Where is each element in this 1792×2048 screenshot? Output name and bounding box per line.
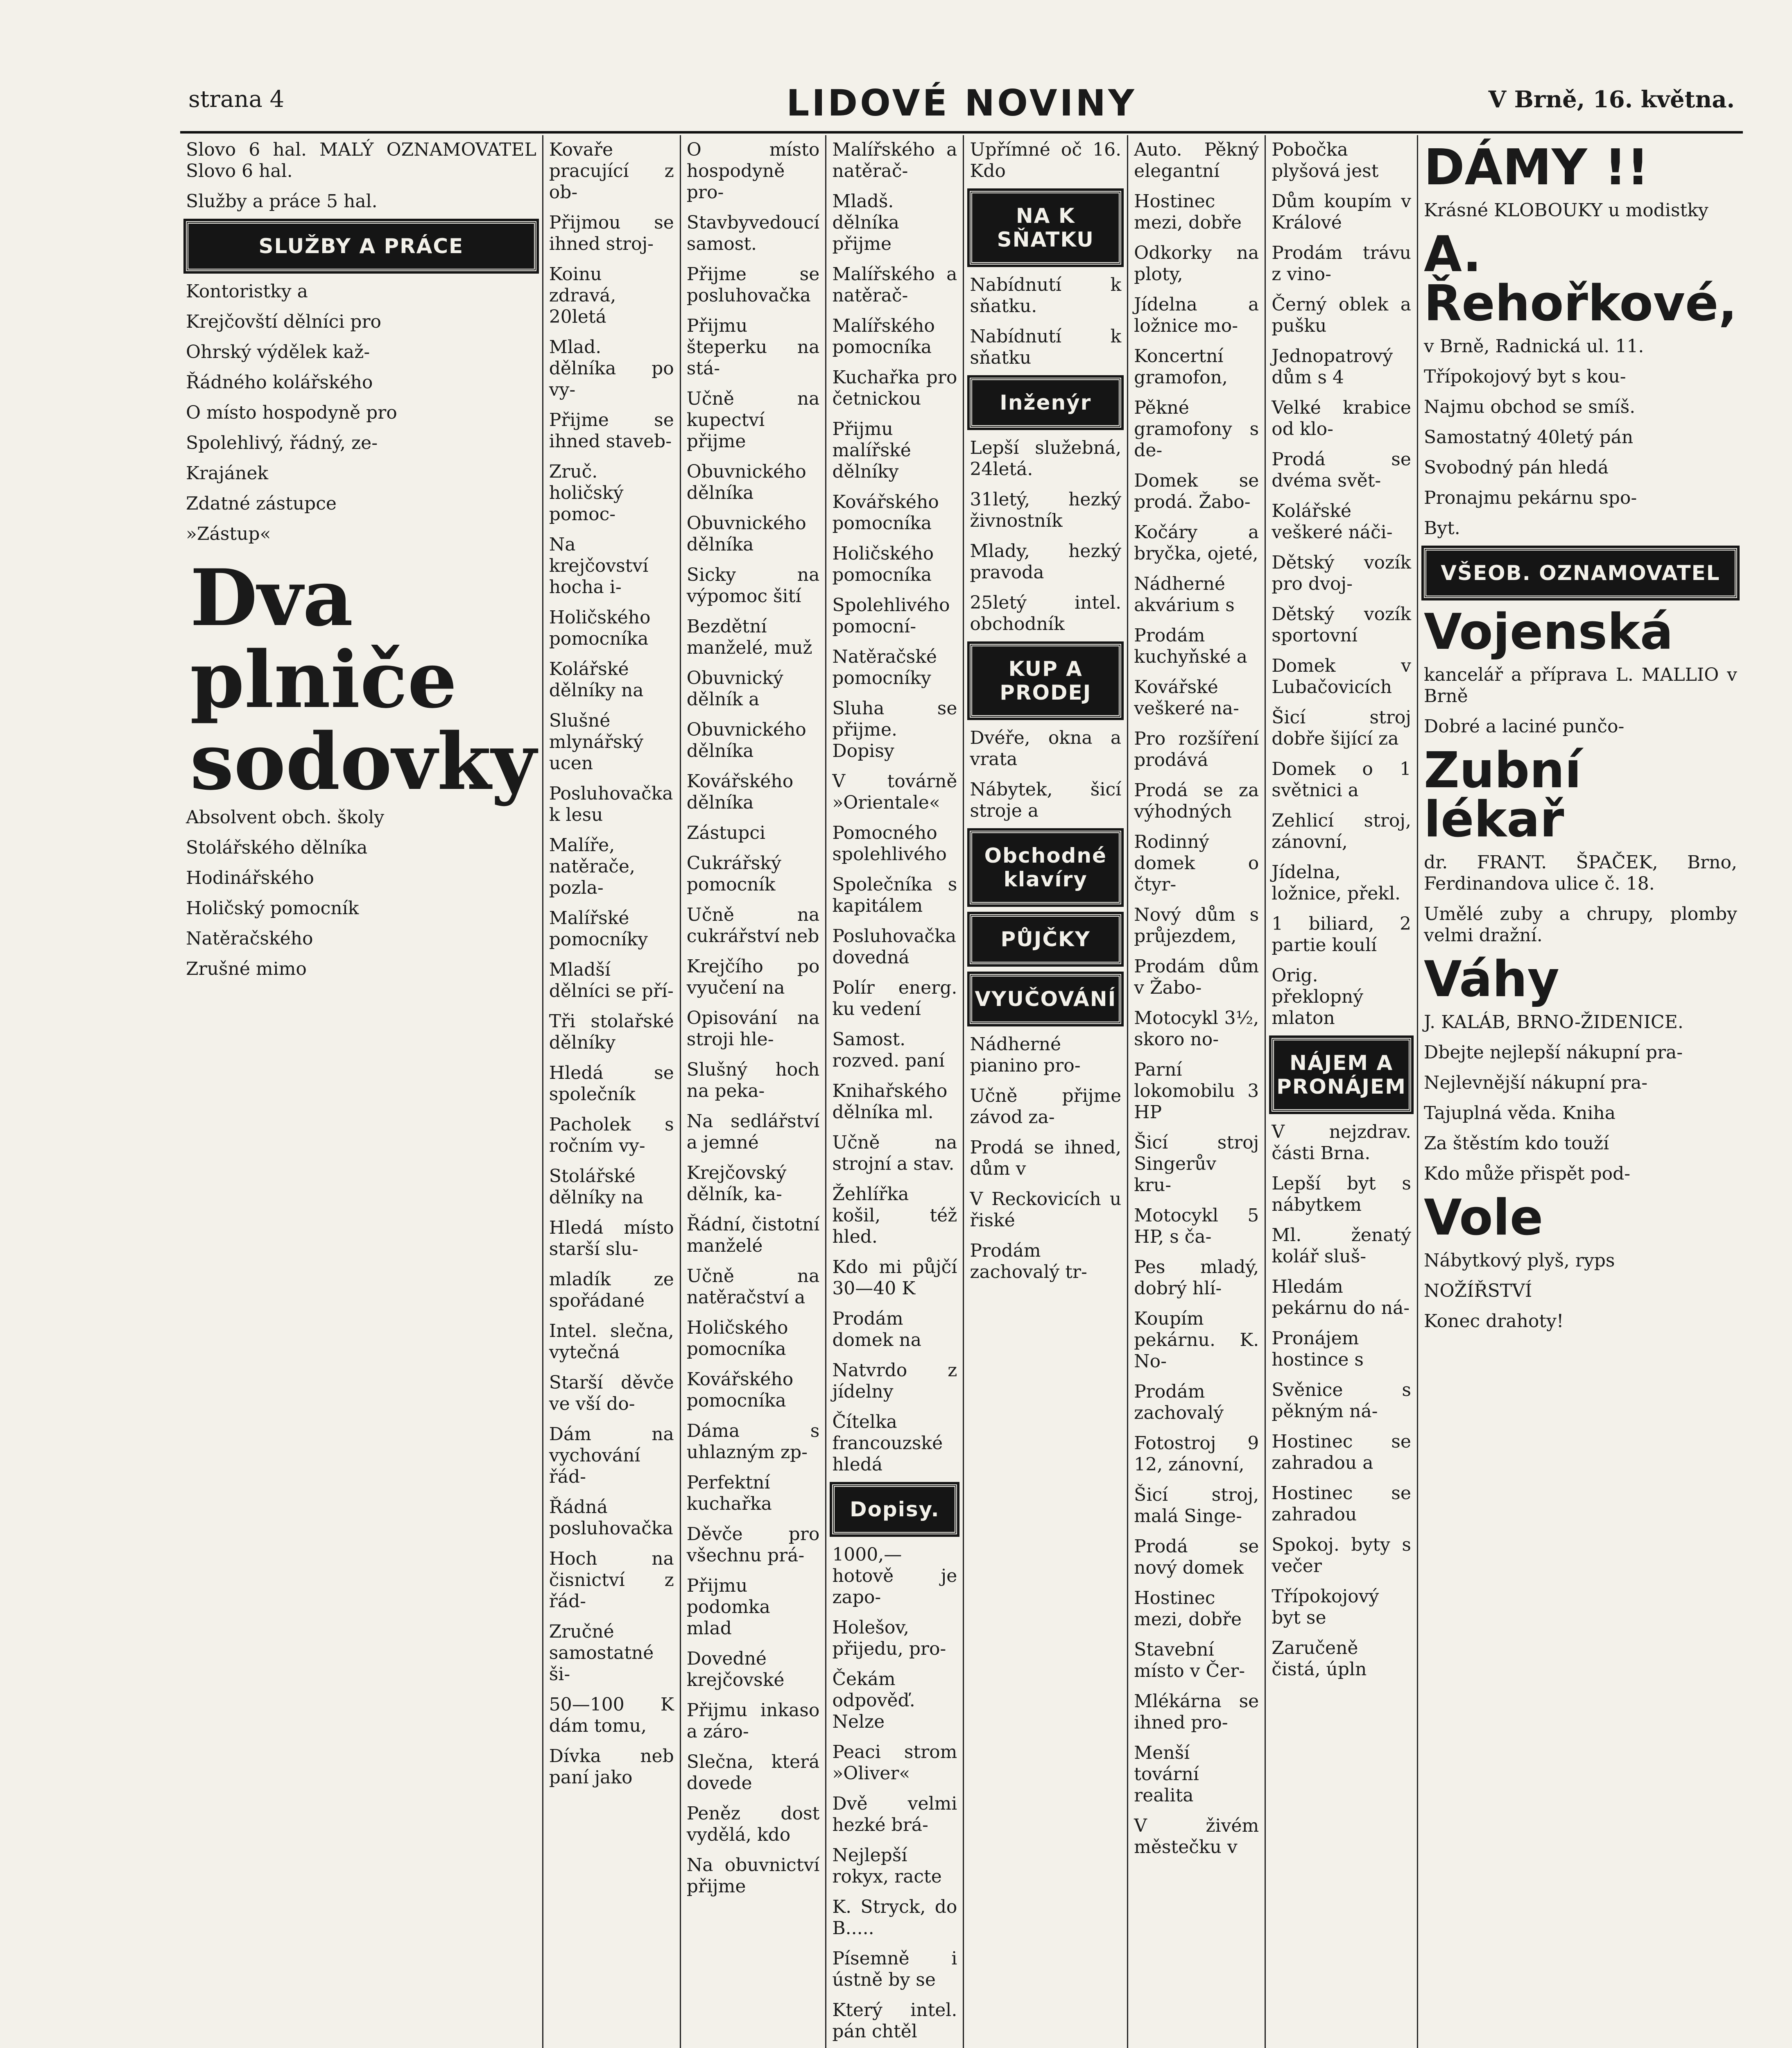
classified-ad: Hledá místo starší slu-: [549, 1217, 674, 1260]
display-heading: Váhy: [1423, 951, 1559, 1008]
classified-ad: Kočáry a bryčka, ojeté,: [1134, 522, 1259, 564]
classified-ad: Kovářského pomocníka: [832, 492, 939, 534]
classified-ad: Přijme se ihned staveb-: [549, 410, 674, 452]
classified-ad: Holičský pomocník: [186, 898, 359, 919]
classified-ad: Nádherné pianino pro-: [970, 1034, 1081, 1076]
classified-ad: Třípokojový byt se: [1272, 1586, 1379, 1628]
classified-ad: Odkorky na ploty,: [1134, 242, 1259, 285]
classified-ad: Mladš. dělníka přijme: [832, 191, 899, 254]
classified-ad: Zdatné zástupce: [186, 493, 337, 514]
classified-ad: Učně na kupectví přijme: [686, 388, 820, 452]
section-banner: Obchodné klavíry: [970, 831, 1121, 904]
classified-ad: Upřímné oč 16. Kdo: [970, 139, 1122, 181]
classified-ad: Dvéře, okna a vrata: [970, 727, 1122, 770]
classified-ad: Stolářského dělníka: [186, 837, 368, 858]
classified-ad: Na obuvnictví přijme: [686, 1855, 820, 1897]
classified-ad: Prodám domek na: [832, 1308, 921, 1350]
classified-ad: Mladší dělníci se pří-: [549, 959, 674, 1001]
classified-ad: Krásné KLOBOUKY u modistky: [1423, 200, 1708, 221]
classified-ad: Orig. překlopný mlaton: [1272, 965, 1364, 1029]
classified-ad: Krejčího po vyučení na: [686, 956, 820, 998]
classified-ad: Starší děvče ve vší do-: [549, 1372, 674, 1414]
classified-ad: Svěnice s pěkným ná-: [1272, 1380, 1411, 1422]
classified-ad: O místo hospodyně pro: [186, 402, 397, 423]
classified-ad: Tajuplná věda. Kniha: [1423, 1103, 1616, 1124]
classified-ad: Bezdětní manželé, muž: [686, 616, 812, 658]
section-banner: SLUŽBY A PRÁCE: [186, 221, 536, 271]
classified-ad: Hledá se společník: [549, 1063, 674, 1105]
classified-ad: Natěračské pomocníky: [832, 646, 937, 689]
classified-ad: Přijmu inkaso a záro-: [686, 1700, 820, 1742]
classified-ad: Čítelka francouzské hledá: [832, 1411, 943, 1475]
classified-ad: Obuvnický dělník a: [686, 668, 783, 710]
classified-ad: Najmu obchod se smíš.: [1423, 396, 1636, 417]
classified-ad: Žehlířka košil, též hled.: [832, 1184, 957, 1247]
classified-ad: Malířského pomocníka: [832, 315, 935, 358]
classified-ad: Hostinec mezi, dobře: [1134, 191, 1242, 233]
classified-ad: K. Stryck, do B.....: [832, 1896, 957, 1939]
classified-ad: Obuvnického dělníka: [686, 513, 806, 555]
classified-ad: V nejzdrav. části Brna.: [1272, 1121, 1411, 1164]
classified-ad: Zrušné mimo: [186, 958, 307, 979]
classified-ad: Jídelna, ložnice, překl.: [1272, 862, 1401, 904]
classified-ad: Hodinářského: [186, 868, 314, 888]
classified-ad: Krejčovští dělníci pro: [186, 311, 381, 332]
classified-ad: Koinu zdravá, 20letá: [549, 264, 616, 327]
column-5: [964, 135, 1128, 2048]
classified-ad: Jednopatrový dům s 4: [1272, 346, 1393, 388]
classified-ad: Prodá se za výhodných: [1134, 780, 1259, 822]
classified-ad: Intel. slečna, vytečná: [549, 1321, 674, 1363]
classified-ad: Nabídnutí k sňatku.: [970, 274, 1122, 317]
classified-ad: Fotostroj 9 12, zánovní,: [1134, 1433, 1259, 1475]
classified-ad: Ohrský výdělek kaž-: [186, 342, 370, 362]
classified-ad: Hostinec mezi, dobře: [1134, 1588, 1242, 1630]
classified-ad: Dvě velmi hezké brá-: [832, 1793, 957, 1835]
classified-ad: J. KALÁB, BRNO-ŽIDENICE.: [1423, 1012, 1683, 1033]
column-2: [543, 135, 681, 2048]
classified-ad: Prodá se dvéma svět-: [1272, 449, 1411, 491]
classified-ad: Natvrdo z jídelny: [832, 1360, 957, 1402]
classified-ad: Zaručeně čistá, úpln: [1272, 1638, 1367, 1680]
classified-ad: Malíře, natěrače, pozla-: [549, 835, 635, 898]
classified-ad: Prodá se ihned, dům v: [970, 1137, 1122, 1179]
classified-ad: Pes mladý, dobrý hlí-: [1134, 1257, 1259, 1299]
classified-ad: Peněz dost vydělá, kdo: [686, 1803, 820, 1845]
classified-ad: Obuvnického dělníka: [686, 719, 806, 761]
classified-ad: Byt.: [1423, 518, 1460, 539]
classified-ad: Spokoj. byty s večer: [1272, 1534, 1411, 1577]
classified-ad: Jídelna a ložnice mo-: [1134, 294, 1259, 336]
section-banner: PŮJČKY: [970, 914, 1121, 964]
classified-ad: Prodá se nový domek: [1134, 1536, 1259, 1578]
classified-ad: Konec drahoty!: [1423, 1311, 1564, 1332]
classified-ad: Šicí stroj Singerův kru-: [1134, 1132, 1259, 1196]
section-banner: NÁJEM A PRONÁJEM: [1272, 1038, 1411, 1112]
classified-ad: Hledám pekárnu do ná-: [1272, 1276, 1410, 1319]
classified-ad: Nový dům s průjezdem,: [1134, 904, 1259, 947]
classified-ad: Holičského pomocníka: [832, 543, 934, 585]
column-8: [1418, 135, 1743, 2048]
classified-ad: Ml. ženatý kolář sluš-: [1272, 1225, 1411, 1267]
classified-ad: Kdo může přispět pod-: [1423, 1163, 1631, 1184]
section-banner: KUP A PRODEJ: [970, 644, 1121, 718]
classified-ad: Lepší byt s nábytkem: [1272, 1173, 1411, 1215]
classified-ad: Koupím pekárnu. K. No-: [1134, 1308, 1259, 1372]
classified-ad: Pobočka plyšová jest: [1272, 139, 1379, 181]
classified-ad: 1 biliard, 2 partie koulí: [1272, 913, 1411, 956]
classified-ad: Sluha se přijme. Dopisy: [832, 698, 957, 761]
issue-date: V Brně, 16. května.: [1488, 86, 1735, 113]
classified-ad: Spolehlivý, řádný, ze-: [186, 433, 378, 453]
classified-ad: Nádherné akvárium s: [1134, 573, 1235, 616]
column-7: [1266, 135, 1418, 2048]
classified-ad: Krajánek: [186, 463, 269, 484]
classified-ad: Přijmu podomka mlad: [686, 1575, 770, 1639]
classified-ad: Kolářské dělníky na: [549, 659, 644, 701]
display-heading: Vojenská: [1423, 604, 1673, 661]
classified-ad: Rodinný domek o čtyr-: [1134, 831, 1259, 895]
classified-ad: Knihařského dělníka ml.: [832, 1081, 948, 1123]
classified-ad: V živém městečku v: [1134, 1815, 1259, 1858]
classified-ad: Společníka s kapitálem: [832, 874, 957, 916]
classified-ad: Černý oblek a pušku: [1272, 294, 1411, 336]
classified-ad: 1000,— hotově je zapo-: [832, 1544, 957, 1608]
classified-ad: Na sedlářství a jemné: [686, 1111, 820, 1153]
classified-ad: Zehlicí stroj, zánovní,: [1272, 810, 1411, 852]
classified-ad: Pronájem hostince s: [1272, 1328, 1364, 1370]
section-banner: VŠEOB. OZNAMOVATEL: [1424, 548, 1737, 598]
classified-ad: Natěračského: [186, 928, 313, 949]
classified-ad: Kovářské veškeré na-: [1134, 677, 1239, 719]
classified-ad: Přijmu šteperku na stá-: [686, 315, 820, 379]
classified-ad: Motocykl 5 HP, s ča-: [1134, 1205, 1259, 1247]
classified-ad: Hoch na čisnictví z řád-: [549, 1548, 674, 1612]
classified-ad: Slečna, která dovede: [686, 1751, 820, 1794]
classified-ad: Nabídnutí k sňatku: [970, 326, 1122, 368]
classified-ad: Dáma s uhlazným zp-: [686, 1420, 820, 1463]
classified-ad: kancelář a příprava L. MALLIO v Brně: [1423, 664, 1737, 707]
classified-ad: Prodám trávu z vino-: [1272, 242, 1411, 285]
classified-ad: Velké krabice od klo-: [1272, 397, 1411, 440]
classified-ad: O místo hospodyně pro-: [686, 139, 820, 203]
page-header: [180, 82, 1743, 134]
classified-ad: Učně přijme závod za-: [970, 1085, 1122, 1128]
display-ad: Dva plniče sodovky: [190, 552, 536, 807]
classified-ad: Dívka neb paní jako: [549, 1746, 674, 1788]
classified-ad: Motocykl 3½, skoro no-: [1134, 1008, 1259, 1050]
classified-ad: Kontoristky a: [186, 281, 308, 302]
classified-ad: Slovo 6 hal. MALÝ OZNAMOVATEL Slovo 6 hal.: [186, 139, 536, 181]
classified-ad: Domek v Lubačovicích: [1272, 655, 1411, 698]
classified-ad: Řádní, čistotní manželé: [686, 1214, 820, 1256]
classified-ad: Nábytek, šicí stroje a: [970, 779, 1122, 821]
classified-ad: Samost. rozved. paní: [832, 1029, 945, 1071]
classified-ad: Nábytkový plyš, ryps: [1423, 1250, 1615, 1271]
column-3: [681, 135, 827, 2048]
classified-ad: Malířského a natěrač-: [832, 139, 957, 181]
classified-ad: Mlékárna se ihned pro-: [1134, 1691, 1259, 1733]
classified-ad: Šicí stroj, malá Singe-: [1134, 1484, 1259, 1527]
classified-ad: Krejčovský dělník, ka-: [686, 1162, 787, 1205]
classified-ad: Kdo mi půjčí 30—40 K: [832, 1257, 957, 1299]
classified-ad: Zástupci: [686, 822, 766, 843]
classified-ad: Stavbyvedoucí samost.: [686, 212, 820, 254]
classified-ad: Prodám kuchyňské a: [1134, 625, 1247, 667]
classified-ad: Šicí stroj dobře šijící za: [1272, 707, 1411, 749]
classified-ad: Stavební místo v Čer-: [1134, 1639, 1245, 1681]
classified-ad: Slušné mlynářský ucen: [549, 710, 644, 774]
classified-ad: Dětský vozík sportovní: [1272, 604, 1411, 646]
classified-ad: Stolářské dělníky na: [549, 1166, 644, 1208]
classified-ad: Dům koupím v Králové: [1272, 191, 1411, 233]
classified-ad: Menší tovární realita: [1134, 1742, 1199, 1806]
classified-ad: Kovaře pracující z ob-: [549, 139, 674, 203]
classified-ad: Absolvent obch. školy: [186, 807, 385, 828]
classified-ad: Posluhovačka k lesu: [549, 783, 673, 825]
classified-ad: Pomocného spolehlivého: [832, 822, 947, 865]
classified-ad: Posluhovačka dovedná: [832, 926, 957, 968]
classified-ad: Dám na vychování řád-: [549, 1424, 674, 1487]
classified-ad: 25letý intel. obchodník: [970, 592, 1122, 634]
classified-ad: Kovářského pomocníka: [686, 1369, 794, 1411]
classified-ad: Písemně i ústně by se: [832, 1948, 957, 1990]
classified-ad: Nejlevnější nákupní pra-: [1423, 1072, 1648, 1093]
classified-ad: Řádná posluhovačka: [549, 1497, 673, 1539]
section-banner: NA K SŇATKU: [970, 191, 1121, 265]
classified-ad: Kolářské veškeré náči-: [1272, 501, 1393, 543]
classified-ad: Auto. Pěkný elegantní: [1134, 139, 1259, 181]
classified-ad: Dětský vozík pro dvoj-: [1272, 552, 1411, 594]
column-1: [180, 135, 543, 2048]
classified-ad: Řádného kolářského: [186, 372, 373, 393]
classified-ad: Dovedné krejčovské: [686, 1648, 785, 1690]
classified-ad: Učně na strojní a stav.: [832, 1132, 957, 1174]
classified-ad: Kuchařka pro četnickou: [832, 367, 957, 409]
classified-ad: Pro rozšíření prodává: [1134, 728, 1259, 770]
classified-ad: Holičského pomocníka: [686, 1317, 788, 1359]
column-6: [1128, 135, 1266, 2048]
classified-ad: Domek se prodá. Žabo-: [1134, 470, 1259, 512]
classified-ad: Mlady, hezký pravoda: [970, 541, 1122, 583]
classified-ad: Polír energ. ku vedení: [832, 977, 957, 1019]
classified-ad: Perfektní kuchařka: [686, 1472, 772, 1514]
classified-ad: Který intel. pán chtěl: [832, 2000, 957, 2042]
display-heading: A. Řehořkové,: [1423, 226, 1737, 332]
classified-ad: dr. FRANT. ŠPAČEK, Brno, Ferdinandova ulice č. 18.: [1423, 852, 1737, 894]
classified-ad: v Brně, Radnická ul. 11.: [1423, 336, 1644, 357]
classified-ad: Přijmu malířské dělníky: [832, 419, 911, 482]
classified-ad: Malířského a natěrač-: [832, 264, 957, 306]
classified-ad: Učně na natěračství a: [686, 1266, 820, 1308]
classified-ad: Zruč. holičský pomoc-: [549, 461, 624, 525]
classified-ad: Spolehlivého pomocní-: [832, 595, 950, 637]
classified-ad: Koncertní gramofon,: [1134, 346, 1228, 388]
classified-ad: Umělé zuby a chrupy, plomby velmi dražní.: [1423, 904, 1737, 946]
classified-ad: Peaci strom »Oliver«: [832, 1742, 957, 1784]
classified-ad: Děvče pro všechnu prá-: [686, 1524, 820, 1566]
classified-ad: 50—100 K dám tomu,: [549, 1694, 674, 1736]
classified-ad: Samostatný 40letý pán: [1423, 427, 1634, 448]
classified-ad: Služby a práce 5 hal.: [186, 191, 378, 212]
page-label: strana 4: [188, 86, 285, 113]
column-4: [826, 135, 964, 2048]
classified-ad: Mlad. dělníka po vy-: [549, 337, 674, 400]
classified-ad: Cukrářský pomocník: [686, 853, 781, 895]
classified-ad: Pronajmu pekárnu spo-: [1423, 487, 1637, 508]
classified-ad: Prodám zachovalý: [1134, 1381, 1224, 1423]
classified-ad: Holičského pomocníka: [549, 607, 651, 649]
classified-ad: Opisování na stroji hle-: [686, 1008, 820, 1050]
classified-ad: Pacholek s ročním vy-: [549, 1114, 674, 1156]
classified-ad: Zručné samostatné ši-: [549, 1621, 654, 1685]
display-heading: Zubní lékař: [1423, 742, 1582, 848]
classified-ad: Dbejte nejlepší nákupní pra-: [1423, 1042, 1683, 1063]
classified-ad: »Zástup«: [186, 523, 271, 544]
classified-ad: Svobodný pán hledá: [1423, 457, 1609, 478]
classified-ad: mladík ze spořádané: [549, 1269, 674, 1311]
section-banner: VYUČOVÁNÍ: [970, 974, 1121, 1024]
classified-ad: NOŽÍŘSTVÍ: [1423, 1280, 1532, 1301]
classified-ad: Pěkné gramofony s de-: [1134, 397, 1259, 461]
classified-ad: Slušný hoch na peka-: [686, 1059, 820, 1101]
classified-ad: Obuvnického dělníka: [686, 461, 806, 503]
classified-ad: Třípokojový byt s kou-: [1423, 366, 1626, 387]
display-heading: Vole: [1423, 1189, 1543, 1246]
newspaper-title: LIDOVÉ NOVINY: [786, 82, 1137, 124]
classified-ad: Prodám dům v Žabo-: [1134, 956, 1259, 998]
classified-ad: Hostinec se zahradou: [1272, 1483, 1411, 1525]
classified-ad: Tři stolařské dělníky: [549, 1011, 674, 1053]
classified-ad: Za štěstím kdo touží: [1423, 1133, 1609, 1154]
classified-ad: Čekám odpověď. Nelze: [832, 1669, 915, 1732]
classified-ad: Přijmou se ihned stroj-: [549, 212, 674, 254]
classified-ad: Na krejčovství hocha i-: [549, 534, 649, 598]
classified-ad: Domek o 1 světnici a: [1272, 759, 1411, 801]
classified-ad: Hostinec se zahradou a: [1272, 1431, 1411, 1473]
classified-ad: V Reckovicích u řiské: [970, 1189, 1122, 1231]
classified-ad: 31letý, hezký živnostník: [970, 489, 1122, 531]
classified-columns: [180, 135, 1743, 2048]
classified-ad: Přijme se posluhovačka: [686, 264, 820, 306]
classified-ad: Kovářského dělníka: [686, 771, 794, 813]
classified-ad: Malířské pomocníky: [549, 908, 648, 950]
classified-ad: Lepší služebná, 24letá.: [970, 437, 1122, 480]
section-banner: Inženýr: [970, 378, 1121, 428]
classified-ad: V továrně »Orientale«: [832, 771, 957, 813]
classified-ad: Nejlepší rokyx, racte: [832, 1845, 942, 1887]
display-heading: DÁMY !!: [1423, 139, 1649, 196]
classified-ad: Sicky na výpomoc šití: [686, 564, 820, 607]
classified-ad: Holešov, přijedu, pro-: [832, 1617, 946, 1659]
classified-ad: Parní lokomobilu 3 HP: [1134, 1059, 1259, 1123]
classified-ad: Prodám zachovalý tr-: [970, 1240, 1087, 1282]
classified-ad: Učně na cukrářství neb: [686, 904, 820, 947]
classified-ad: Dobré a laciné punčo-: [1423, 716, 1625, 737]
section-banner: Dopisy.: [832, 1484, 957, 1534]
